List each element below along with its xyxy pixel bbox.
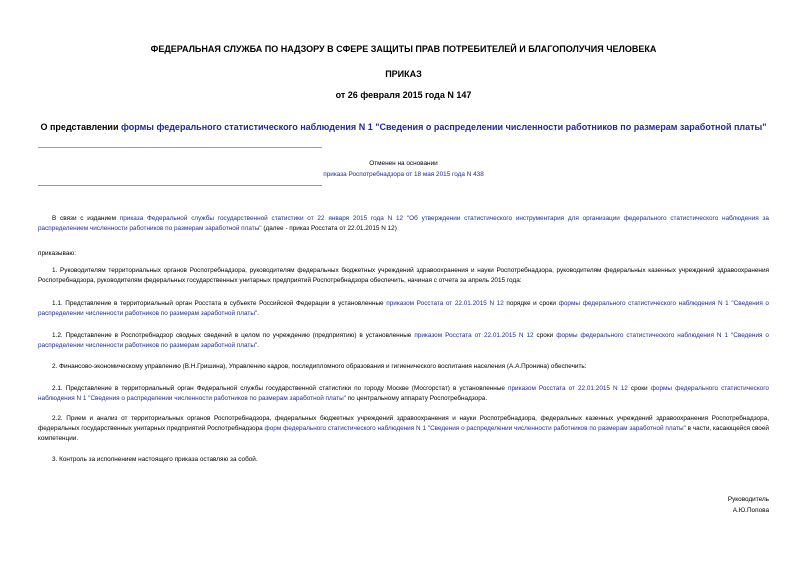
p22-text: 2.2. Прием и анализ от территориальных органов Роспотребнадзора, федеральных бюджетных учреждений здравоохранения и науки Роспотребнадзора, федеральных казенных учреждений здравоохранения Роспотребнадзора, федеральных государственных унитарных предприятий Роспотребнадзора [38,415,769,432]
p21-text-end: по центральному аппарату Роспотребнадзора. [345,395,488,402]
p12-text-end: . [257,342,259,349]
p21-text: 2.1. Представление в территориальный орган Федеральной службы государственной статистики по городу Москве (Мосгорстат) в установленные [52,385,509,392]
signature-position: Руководитель [727,496,769,503]
divider-bottom [38,185,322,186]
divider-top [38,147,322,148]
p21-text-mid: сроки [627,385,651,392]
paragraph-2-2 [38,414,769,444]
doc-type-heading: ПРИКАЗ [385,69,422,79]
date-number-heading: от 26 февраля 2015 года N 147 [335,90,472,100]
rosstat-order-link[interactable]: приказа Федеральной службы государственной статистики от 22 января 2015 года N 12 "Об утверждении статистического инструментария для организации федерального статистического наблюдения за распределением численности работников по размерам заработной платы" [38,215,769,232]
p12-text-mid: сроки [533,332,557,339]
p21-form-link[interactable]: формы федерального статистического наблюдения N 1 "Сведения о распределении численности работников по размерам заработной платы" [38,385,769,402]
paragraph-1-1 [38,299,769,319]
document-title [0,122,807,132]
paragraph-2-1 [38,384,769,404]
title-form-link[interactable]: формы федерального статистического наблюдения N 1 "Сведения о распределении численности работников по размерам заработной платы" [120,122,767,132]
cancel-note-line [0,171,807,178]
p22-text-end: в части, касающейся своей компетенции. [38,425,769,442]
p12-order-link[interactable]: приказом Росстата от 22.01.2015 N 12 [414,332,534,339]
p11-text-mid: порядке и сроки [503,300,559,307]
cancel-note-link[interactable]: приказа Роспотребнадзора от 18 мая 2015 года N 438 [323,171,484,178]
cancel-note-text: Отменен на основании [369,160,438,167]
paragraph-2: 2. Финансово-экономическому управлению (В.Н.Гришина), Управлению кадров, последипломного образования и гигиенического воспитания населения (А.А.Пронина) обеспечить: [52,363,587,370]
order-word: приказываю: [38,250,76,257]
p12-form-link[interactable]: формы федерального статистического наблюдения N 1 "Сведения о распределении численности работников по размерам заработной платы" [38,332,769,349]
intro-text-end: (далее - приказ Росстата от 22.01.2015 N 12) [261,225,397,232]
intro-paragraph [38,214,769,234]
p11-order-link[interactable]: приказом Росстата от 22.01.2015 N 12 [386,300,504,307]
p11-text-end: . [257,310,259,317]
paragraph-3: 3. Контроль за исполнением настоящего приказа оставляю за собой. [52,456,258,463]
p21-order-link[interactable]: приказом Росстата от 22.01.2015 N 12 [508,385,628,392]
agency-heading: ФЕДЕРАЛЬНАЯ СЛУЖБА ПО НАДЗОРУ В СФЕРЕ ЗАЩИТЫ ПРАВ ПОТРЕБИТЕЛЕЙ И БЛАГОПОЛУЧИЯ ЧЕЛОВЕКА [150,44,657,54]
p11-form-link[interactable]: формы федерального статистического наблюдения N 1 "Сведения о распределении численности работников по размерам заработной платы" [38,300,769,317]
title-prefix: О представлении [40,122,121,132]
paragraph-1-2 [38,331,769,351]
p22-form-link[interactable]: форм федерального статистического наблюдения N 1 "Сведения о распределении численности работников по размерам заработной платы" [264,425,686,432]
intro-text: В связи с изданием [52,215,120,222]
signature-name: А.Ю.Попова [732,507,769,514]
p11-text: 1.1. Представление в территориальный орган Росстата в субъекте Российской Федерации в установленные [52,300,387,307]
p12-text: 1.2. Представление в Роспотребнадзор сводных сведений в целом по учреждению (предприятию) в установленные [52,332,415,339]
paragraph-1: 1. Руководителям территориальных органов Роспотребнадзора, руководителям федеральных бюджетных учреждений здравоохранения и науки Роспотребнадзора, руководителям федеральных казенных учреждений здравоохранения Роспотребнадзора, руководителям федеральных государственных унитарных предприятий Роспотребнадзора обеспечить, начиная с отчета за апрель 2015 года: [38,267,769,284]
